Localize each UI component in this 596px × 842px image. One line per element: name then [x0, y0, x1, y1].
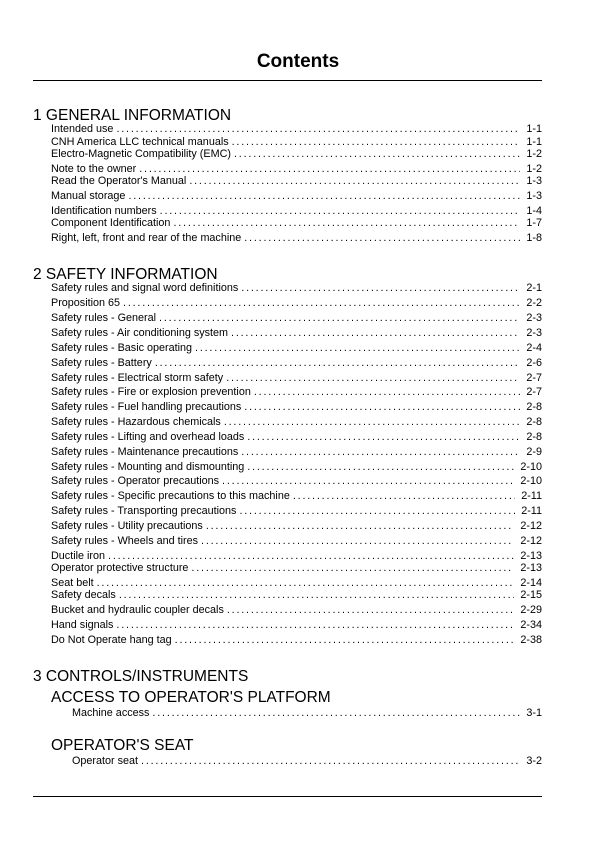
toc-entry-page: 2-12: [520, 520, 542, 532]
dot-leader: [189, 175, 520, 188]
toc-entry-page: 1-2: [526, 148, 542, 160]
toc-entry-label: Safety rules - Fuel handling precautions: [51, 401, 242, 413]
dot-leader: [191, 562, 514, 575]
toc-entry-page: 1-2: [526, 163, 542, 175]
section-heading-general-information: 1 GENERAL INFORMATION: [33, 107, 232, 124]
toc-entry-label: Safety rules - Maintenance precautions: [51, 446, 239, 458]
toc-entry-proposition-65[interactable]: [51, 297, 542, 310]
dot-leader: [244, 232, 520, 245]
dot-leader: [128, 190, 520, 203]
toc-entry-machine-access[interactable]: [72, 707, 542, 720]
toc-entry-hang-tag[interactable]: [51, 634, 542, 647]
toc-entry-safety-maintenance[interactable]: [51, 446, 542, 459]
toc-entry-label: Safety rules - Utility precautions: [51, 520, 203, 532]
toc-entry-page: 2-9: [526, 446, 542, 458]
toc-entry-page: 2-13: [520, 550, 542, 562]
toc-entry-label: Bucket and hydraulic coupler decals: [51, 604, 224, 616]
toc-entry-manual-storage[interactable]: [51, 190, 542, 203]
toc-entry-page: 1-1: [526, 136, 542, 148]
toc-entry-page: 1-8: [526, 232, 542, 244]
toc-entry-page: 2-8: [526, 431, 542, 443]
dot-leader: [241, 446, 520, 459]
dot-leader: [173, 217, 520, 230]
toc-entry-label: Component Identification: [51, 217, 171, 229]
toc-entry-page: 3-2: [526, 755, 542, 767]
subsection-heading-operator-seat: OPERATOR'S SEAT: [51, 737, 194, 754]
toc-entry-page: 2-34: [520, 619, 542, 631]
toc-entry-label: Seat belt: [51, 577, 94, 589]
dot-leader: [254, 386, 521, 399]
toc-entry-component-identification[interactable]: [51, 217, 542, 230]
toc-entry-page: 2-7: [526, 372, 542, 384]
toc-entry-page: 2-10: [520, 475, 542, 487]
dot-leader: [116, 619, 514, 632]
toc-entry-intended-use[interactable]: [51, 123, 542, 136]
toc-entry-machine-orientation[interactable]: [51, 232, 542, 245]
toc-entry-page: 2-8: [526, 401, 542, 413]
toc-entry-page: 2-2: [526, 297, 542, 309]
dot-leader: [222, 475, 514, 488]
toc-entry-page: 2-1: [526, 282, 542, 294]
dot-leader: [247, 461, 514, 474]
toc-entry-page: 2-6: [526, 357, 542, 369]
toc-entry-label: Manual storage: [51, 190, 126, 202]
toc-entry-label: Safety decals: [51, 589, 116, 601]
dot-leader: [195, 342, 520, 355]
dot-leader: [123, 297, 520, 310]
toc-entry-page: 2-11: [521, 490, 542, 502]
dot-leader: [206, 520, 515, 533]
toc-entry-label: Right, left, front and rear of the machine: [51, 232, 242, 244]
toc-entry-safety-electrical-storm[interactable]: [51, 372, 542, 385]
toc-entry-label: Note to the owner: [51, 163, 137, 175]
toc-entry-safety-fire-explosion[interactable]: [51, 386, 542, 399]
dot-leader: [293, 490, 515, 503]
toc-entry-safety-wheels-tires[interactable]: [51, 535, 542, 548]
toc-entry-page: 2-4: [526, 342, 542, 354]
dot-leader: [141, 755, 520, 768]
toc-entry-label: Safety rules - Air conditioning system: [51, 327, 229, 339]
dot-leader: [116, 123, 520, 136]
section-heading-controls-instruments: 3 CONTROLS/INSTRUMENTS: [33, 668, 249, 685]
toc-entry-safety-air-conditioning[interactable]: [51, 327, 542, 340]
dot-leader: [226, 372, 520, 385]
dot-leader: [231, 327, 520, 340]
bottom-divider: [33, 796, 542, 797]
dot-leader: [155, 357, 521, 370]
toc-entry-page: 2-29: [520, 604, 542, 616]
toc-entry-operator-seat[interactable]: [72, 755, 542, 768]
toc-entry-safety-signal-words[interactable]: [51, 282, 542, 295]
toc-entry-operator-protective-structure[interactable]: [51, 562, 542, 575]
toc-entry-label: Safety rules - Battery: [51, 357, 152, 369]
toc-entry-label: Intended use: [51, 123, 114, 135]
toc-entry-safety-mounting[interactable]: [51, 461, 542, 474]
toc-entry-label: Safety rules - Electrical storm safety: [51, 372, 224, 384]
toc-entry-page: 2-11: [521, 505, 542, 517]
toc-entry-page: 2-3: [526, 327, 542, 339]
toc-entry-page: 2-14: [520, 577, 542, 589]
toc-entry-label: Safety rules - Lifting and overhead loads: [51, 431, 245, 443]
dot-leader: [119, 589, 515, 602]
toc-entry-hand-signals[interactable]: [51, 619, 542, 632]
dot-leader: [201, 535, 514, 548]
toc-entry-page: 3-1: [526, 707, 542, 719]
toc-entry-label: Proposition 65: [51, 297, 121, 309]
toc-entry-page: 2-3: [526, 312, 542, 324]
toc-entry-label: Safety rules - Specific precautions to this machine: [51, 490, 290, 502]
toc-entry-label: Ductile iron: [51, 550, 106, 562]
toc-entry-label: Do Not Operate hang tag: [51, 634, 172, 646]
dot-leader: [241, 282, 520, 295]
toc-entry-safety-hazardous-chemicals[interactable]: [51, 416, 542, 429]
toc-entry-page: 2-13: [520, 562, 542, 574]
toc-entry-label: Read the Operator's Manual: [51, 175, 187, 187]
toc-entry-label: Safety rules - Hazardous chemicals: [51, 416, 221, 428]
toc-entry-label: Operator seat: [72, 755, 139, 767]
toc-entry-label: Safety rules - Transporting precautions: [51, 505, 237, 517]
toc-entry-page: 2-15: [520, 589, 542, 601]
toc-entry-label: Safety rules - Wheels and tires: [51, 535, 199, 547]
toc-entry-safety-basic-operating[interactable]: [51, 342, 542, 355]
dot-leader: [239, 505, 515, 518]
dot-leader: [234, 148, 520, 161]
toc-entry-safety-lifting-overhead[interactable]: [51, 431, 542, 444]
toc-entry-label: Machine access: [72, 707, 150, 719]
toc-entry-safety-specific-machine[interactable]: [51, 490, 542, 503]
dot-leader: [244, 401, 520, 414]
toc-entry-safety-decals[interactable]: [51, 589, 542, 602]
toc-entry-safety-general[interactable]: [51, 312, 542, 325]
toc-entry-safety-battery[interactable]: [51, 357, 542, 370]
toc-entry-bucket-coupler-decals[interactable]: [51, 604, 542, 617]
toc-entry-page: 2-10: [520, 461, 542, 473]
dot-leader: [227, 604, 515, 617]
toc-entry-label: Safety rules - Operator precautions: [51, 475, 220, 487]
toc-entry-label: Safety rules - Fire or explosion prevention: [51, 386, 251, 398]
toc-entry-page: 1-4: [526, 205, 542, 217]
toc-entry-page: 2-8: [526, 416, 542, 428]
subsection-heading-operator-platform-access: ACCESS TO OPERATOR'S PLATFORM: [51, 689, 331, 706]
toc-entry-safety-operator-precautions[interactable]: [51, 475, 542, 488]
dot-leader: [224, 416, 521, 429]
toc-entry-page: 2-7: [526, 386, 542, 398]
toc-entry-operators-manual[interactable]: [51, 175, 542, 188]
page-title: Contents: [256, 51, 340, 72]
toc-entry-label: Safety rules - Mounting and dismounting: [51, 461, 245, 473]
toc-entry-emc[interactable]: [51, 148, 542, 161]
dot-leader: [175, 634, 515, 647]
toc-entry-label: Electro-Magnetic Compatibility (EMC): [51, 148, 231, 160]
dot-leader: [247, 431, 520, 444]
section-heading-safety-information: 2 SAFETY INFORMATION: [33, 266, 218, 283]
toc-entry-label: CNH America LLC technical manuals: [51, 136, 229, 148]
toc-entry-page: 2-38: [520, 634, 542, 646]
toc-entry-label: Safety rules - General: [51, 312, 157, 324]
dot-leader: [159, 312, 520, 325]
toc-entry-page: 1-7: [526, 217, 542, 229]
toc-entry-page: 1-1: [526, 123, 542, 135]
toc-entry-label: Safety rules and signal word definitions: [51, 282, 239, 294]
toc-entry-label: Hand signals: [51, 619, 114, 631]
toc-entry-label: Identification numbers: [51, 205, 157, 217]
toc-entry-safety-utility[interactable]: [51, 520, 542, 533]
toc-entry-safety-transporting[interactable]: [51, 505, 542, 518]
toc-entry-page: 1-3: [526, 175, 542, 187]
top-divider: [33, 80, 542, 81]
toc-entry-safety-fuel-handling[interactable]: [51, 401, 542, 414]
toc-entry-label: Safety rules - Basic operating: [51, 342, 193, 354]
toc-entry-page: 2-12: [520, 535, 542, 547]
toc-entry-page: 1-3: [526, 190, 542, 202]
toc-entry-label: Operator protective structure: [51, 562, 189, 574]
dot-leader: [152, 707, 520, 720]
